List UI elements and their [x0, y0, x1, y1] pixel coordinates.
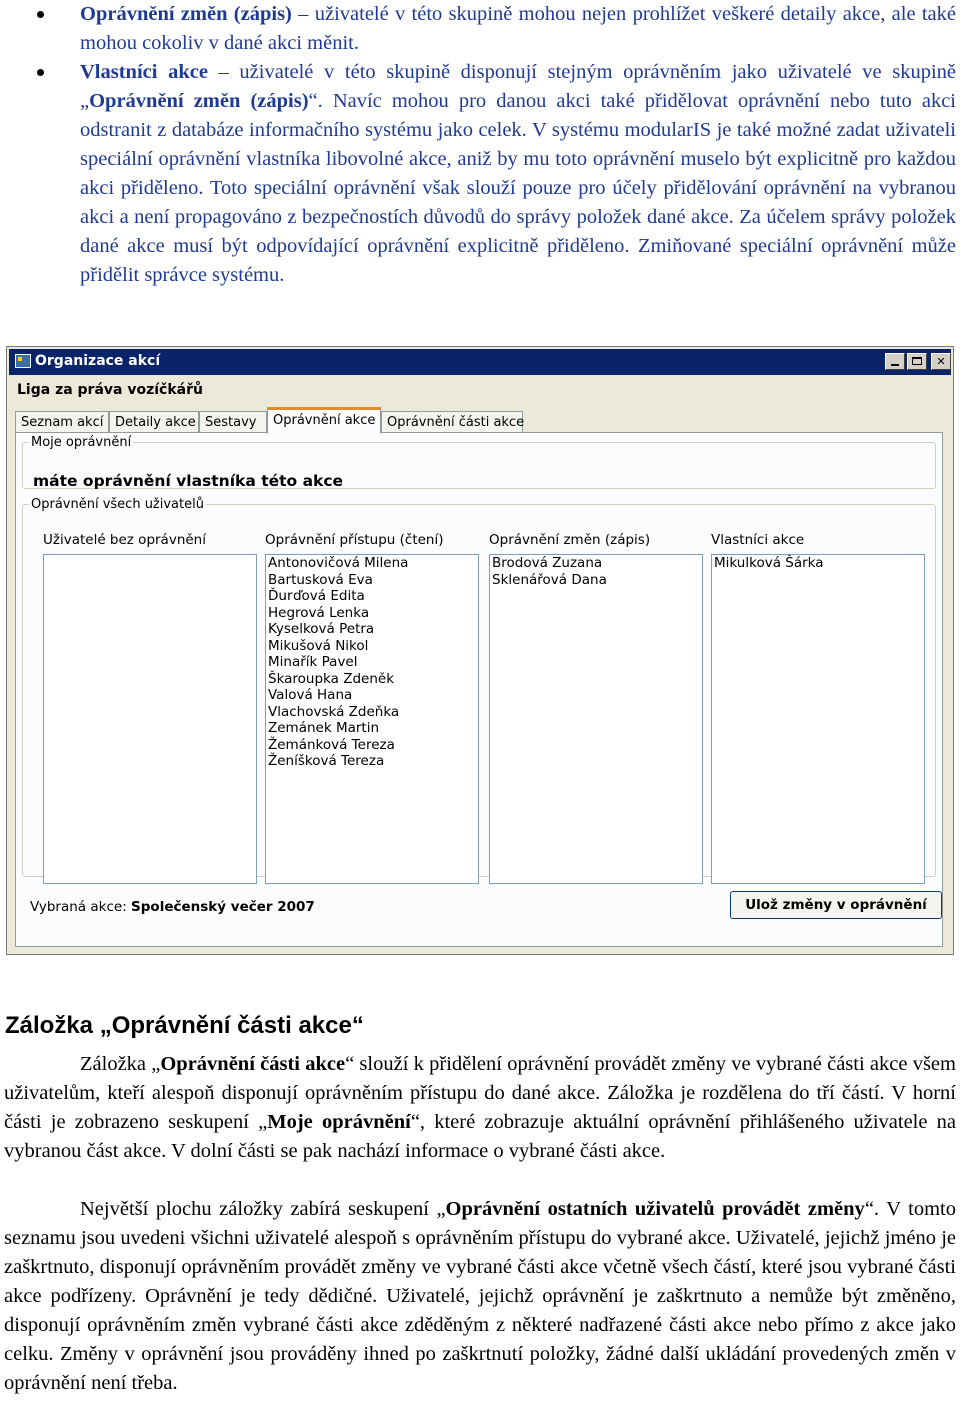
text-bold-run: Oprávnění části akce — [160, 1053, 346, 1075]
bullet-text: – uživatelé v této skupině mohou nejen prohlížet veškeré detaily akce, ale také mohou cokoliv v dané akci měnit. — [80, 3, 956, 54]
text-bold-run: Moje oprávnění — [267, 1111, 411, 1133]
tab-sestavy[interactable]: Sestavy — [199, 411, 267, 433]
tab-seznam-akci[interactable]: Seznam akcí — [15, 411, 109, 433]
list-item[interactable]: Antonovičová Milena — [268, 555, 409, 571]
list-zmeny-zapis[interactable] — [489, 554, 703, 884]
app-window-screenshot — [6, 346, 954, 955]
moje-opravneni-legend: Moje oprávnění — [31, 435, 132, 450]
current-permission-text: máte oprávnění vlastníka této akce — [33, 472, 344, 490]
moje-opravneni-group — [22, 435, 936, 489]
text-run: “ slouží k přidělení oprávnění provádět změny ve vybrané části akce všem uživatelům, kteří alespoň disponují oprávněním přístupu do dané akce. Záložka je rozdělena do tří částí. V horní části je zobrazeno seskupení „ — [4, 1053, 956, 1133]
tab-opravneni-akce[interactable]: Oprávnění akce — [267, 407, 381, 434]
list-item[interactable]: Mikulková Šárka — [714, 555, 824, 571]
list-item[interactable]: Valová Hana — [268, 687, 353, 703]
maximize-icon[interactable] — [907, 353, 927, 370]
tab-opravneni-casti-akce[interactable]: Oprávnění části akce — [381, 411, 523, 433]
bullet-dot — [37, 69, 44, 76]
list-item[interactable]: Vlachovská Zdeňka — [268, 703, 400, 720]
list-item[interactable]: Minařík Pavel — [268, 654, 358, 670]
minimize-icon[interactable] — [885, 353, 905, 370]
app-icon — [15, 354, 31, 368]
text-run: Záložka „ — [80, 1053, 161, 1075]
bullet-term: Oprávnění změn (zápis) — [80, 3, 292, 25]
text-run: “, které zobrazuje aktuální oprávnění přihlášeného uživatele na vybranou část akce. V dolní části se pak nachází informace o vybrané části akce. — [4, 1111, 957, 1162]
selected-event-line — [30, 899, 315, 915]
organization-name: Liga za práva vozíčkářů — [17, 382, 203, 398]
bullet-term: Vlastníci akce — [80, 61, 208, 83]
text-bold-run: Oprávnění ostatních uživatelů provádět změny — [445, 1198, 865, 1220]
save-permissions-button[interactable]: Ulož změny v oprávnění — [730, 891, 942, 919]
list-item[interactable]: Mikušová Nikol — [268, 637, 369, 654]
list-item[interactable]: Bartusková Eva — [268, 571, 373, 588]
close-icon[interactable]: ✕ — [931, 353, 951, 370]
list-item[interactable]: Škaroupka Zdeněk — [268, 670, 395, 687]
column-header-pristup: Oprávnění přístupu (čtení) — [265, 532, 444, 548]
tab-panel-opravneni-akce — [15, 432, 943, 947]
list-item[interactable]: Brodová Zuzana — [492, 555, 603, 571]
list-item[interactable]: Žemánková Tereza — [268, 736, 395, 753]
opravneni-vsech-legend: Oprávnění všech uživatelů — [31, 497, 204, 512]
list-item[interactable]: Zemánek Martin — [268, 720, 380, 736]
bullet-term-inline: Oprávnění změn (zápis) — [89, 90, 309, 112]
organization-header — [9, 378, 951, 403]
list-item[interactable]: Ďurďová Edita — [268, 588, 365, 604]
paragraph-tab-description — [4, 1050, 956, 1166]
list-bez-opravneni[interactable] — [43, 554, 257, 884]
bullet-dot — [37, 11, 44, 18]
paragraph-largest-group — [4, 1195, 956, 1398]
section-heading: Záložka „Oprávnění části akce“ — [5, 1012, 364, 1039]
bullet-text: “. Navíc mohou pro danou akci také přidělovat oprávnění nebo tuto akci odstranit z databáze informačního systému jako celek. V systému modularIS je také možné zadat uživateli speciální oprávnění vlastníka libovolné akce, aniž by mu toto oprávnění muselo být explicitně pro každou akci přiděleno. Toto speciální oprávnění však slouží pouze pro účely přidělování oprávnění na vybranou akci a není propagováno z bezpečnostích důvodů do správy položek dané akce. Za účelem správy položek dané akce musí být odpovídající oprávnění explicitně přiděleno. Zmiňované speciální oprávnění může přidělit správce systému. — [80, 90, 956, 286]
text-run: “. V tomto seznamu jsou uvedeni všichni uživatelé alespoň s oprávněním přístupu do vybrané akce. Uživatelé, jejichž jméno je zaškrtnuto, disponují oprávněním provádět změny ve vybrané části akce včetně všech částí, které jsou vybrané části akce podřízeny. Oprávnění je tedy dědičné. Uživatelé, jejichž oprávnění je zaškrtnuto a nemůže být změněno, disponují oprávněním změn vybrané části akce zděděným z některé nadřazené části akce nebo přímo z akce jako celku. Změny v oprávnění jsou prováděny ihned po zaškrtnutí položky, žádné další ukládání provedených změn v oprávnění není třeba. — [4, 1198, 957, 1394]
window-title: Organizace akcí — [35, 353, 161, 369]
selected-event-name: Společenský večer 2007 — [131, 899, 315, 915]
bullet-item-vlastnici — [0, 58, 960, 290]
selected-event-label: Vybraná akce: — [30, 899, 127, 915]
list-pristup-cteni[interactable] — [265, 554, 479, 884]
window-titlebar — [9, 349, 951, 375]
bullet-text: – uživatelé v této skupině disponují stejným oprávněním jako uživatelé ve skupině „ — [80, 61, 956, 112]
column-header-bez-opravneni: Uživatelé bez oprávnění — [43, 532, 206, 548]
permission-bullet-list — [0, 0, 960, 290]
list-item[interactable]: Hegrová Lenka — [268, 604, 370, 621]
list-item[interactable]: Ženíšková Tereza — [268, 753, 385, 769]
opravneni-vsech-group — [22, 497, 936, 877]
bullet-item-zapis — [0, 0, 960, 58]
list-vlastnici-akce[interactable] — [711, 554, 925, 884]
tab-detaily-akce[interactable]: Detaily akce — [109, 411, 199, 433]
column-header-zmeny: Oprávnění změn (zápis) — [489, 532, 651, 548]
list-item[interactable]: Sklenářová Dana — [492, 571, 607, 588]
text-run: Největší plochu záložky zabírá seskupení „ — [80, 1198, 446, 1220]
column-header-vlastnici: Vlastníci akce — [711, 532, 805, 548]
list-item[interactable]: Kyselková Petra — [268, 621, 375, 637]
